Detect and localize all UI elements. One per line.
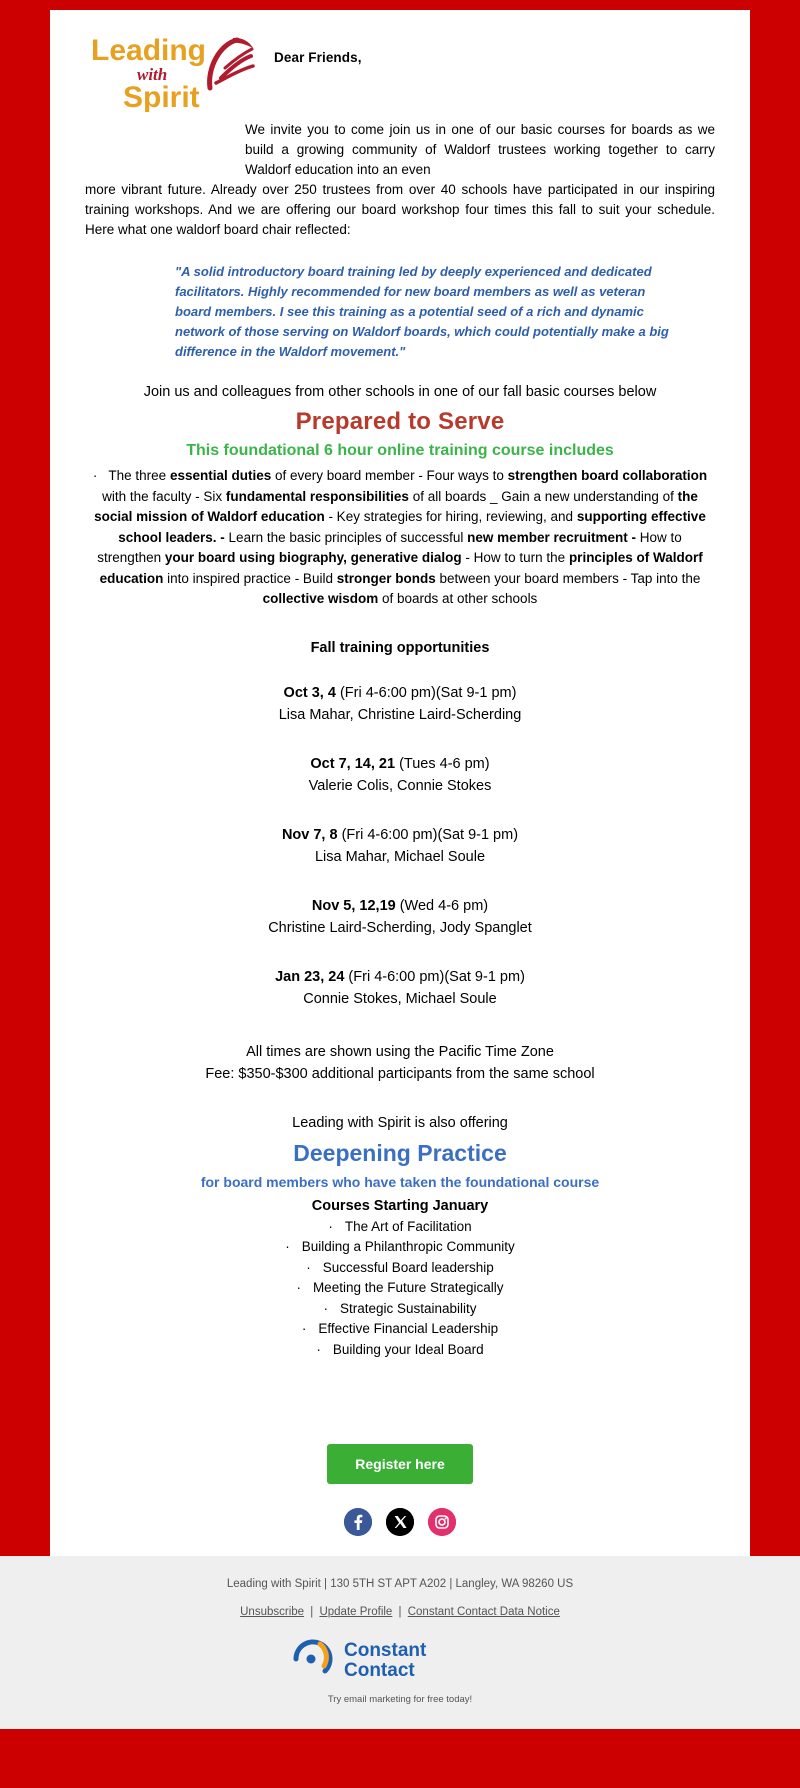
course-item xyxy=(50,1236,750,1257)
course-includes-paragraph xyxy=(50,460,750,610)
unsubscribe-link[interactable]: Unsubscribe xyxy=(240,1606,305,1618)
constant-contact-logo-graphic xyxy=(290,1636,510,1682)
deepening-course-list xyxy=(50,1214,750,1360)
course-label: Strategic Sustainability xyxy=(339,1300,477,1316)
intro-part-2: more vibrant future. Already over 250 trustees from over 40 schools have participated in our inspiring training workshops. And we are offering our board workshop four times this fall to suit your schedule. Here what one waldorf board chair reflected: xyxy=(85,182,715,237)
deepening-practice-subtitle: for board members who have taken the foundational course xyxy=(200,1173,600,1190)
session-dates: Nov 7, 8 xyxy=(281,826,338,843)
includes-segment-16: into inspired practice - Build xyxy=(163,570,337,586)
includes-segment-4: with the faculty - Six xyxy=(102,488,226,504)
includes-segment-6: of all boards _ Gain a new understanding of xyxy=(408,488,678,504)
session-dates: Oct 7, 14, 21 xyxy=(310,755,396,772)
deepening-practice-title: Deepening Practice xyxy=(293,1139,507,1166)
includes-segment-10: Learn the basic principles of successful xyxy=(224,529,468,545)
x-twitter-icon[interactable] xyxy=(386,1508,414,1536)
session-facilitators: Lisa Mahar, Christine Laird-Scherding xyxy=(278,707,522,723)
email-footer xyxy=(0,1556,800,1729)
includes-segment-3: strengthen board collaboration xyxy=(507,468,708,483)
intro-part-1: We invite you to come join us in one of our basic courses for boards as we build a growing community of Waldorf trustees working together to carry Waldorf education into an even xyxy=(245,122,715,177)
constant-contact-logo[interactable] xyxy=(290,1636,510,1687)
course-label: Building your Ideal Board xyxy=(332,1341,484,1357)
session-4 xyxy=(50,869,750,940)
course-label: Effective Financial Leadership xyxy=(318,1321,499,1336)
session-times: (Fri 4-6:00 pm)(Sat 9-1 pm) xyxy=(335,684,517,701)
session-5 xyxy=(50,940,750,1011)
course-bullet-icon: · xyxy=(306,1259,311,1275)
course-label: Building a Philanthropic Community xyxy=(301,1239,515,1254)
course-item xyxy=(50,1318,750,1339)
courses-starting-january-heading: Courses Starting January xyxy=(311,1197,489,1214)
includes-segment-2: of every board member - Four ways to xyxy=(271,468,508,483)
course-item xyxy=(50,1277,750,1298)
session-date-line xyxy=(50,682,750,705)
constant-contact-tagline: Try email marketing for free today! xyxy=(327,1694,473,1705)
course-subtitle: This foundational 6 hour online training course includes xyxy=(186,442,614,459)
leading-with-spirit-logo xyxy=(85,28,260,112)
cc-text-line2: Contact xyxy=(344,1660,415,1681)
includes-segment-8: - Key strategies for hiring, reviewing, and xyxy=(324,509,577,524)
svg-text:Leading: Leading xyxy=(91,34,207,67)
course-label: Successful Board leadership xyxy=(322,1259,494,1275)
timezone-note: All times are shown using the Pacific Time Zone xyxy=(246,1043,554,1060)
footer-address: Leading with Spirit | 130 5TH ST APT A202 | Langley, WA 98260 US xyxy=(226,1578,574,1590)
includes-segment-19: collective wisdom xyxy=(262,591,379,606)
session-date-line xyxy=(50,966,750,989)
fee-note: Fee: $350-$300 additional participants from the same school xyxy=(205,1065,595,1082)
course-label: Meeting the Future Strategically xyxy=(312,1280,504,1295)
greeting-text: Dear Friends, xyxy=(274,50,362,65)
session-2 xyxy=(50,727,750,798)
course-bullet-icon: · xyxy=(328,1218,333,1234)
session-dates: Oct 3, 4 xyxy=(283,684,336,701)
social-links-row xyxy=(50,1484,750,1536)
course-bullet-icon: · xyxy=(296,1280,301,1295)
course-bullet-icon: · xyxy=(285,1239,290,1254)
course-item xyxy=(50,1298,750,1319)
fall-training-heading: Fall training opportunities xyxy=(310,639,490,656)
course-label: The Art of Facilitation xyxy=(344,1218,472,1234)
includes-segment-0: The three xyxy=(108,468,170,483)
session-times: (Fri 4-6:00 pm)(Sat 9-1 pm) xyxy=(344,968,525,985)
includes-segment-20: of boards at other schools xyxy=(378,591,538,606)
footer-separator-2: | xyxy=(398,1606,402,1618)
course-item xyxy=(50,1257,750,1278)
session-1 xyxy=(50,656,750,727)
bullet-marker-icon: · xyxy=(92,468,98,483)
includes-segment-11: new member recruitment - xyxy=(467,529,636,545)
session-times: (Wed 4-6 pm) xyxy=(395,897,489,914)
session-times: (Tues 4-6 pm) xyxy=(395,755,490,772)
schedule-notes xyxy=(50,1011,750,1085)
footer-links xyxy=(0,1606,800,1636)
course-bullet-icon: · xyxy=(316,1341,321,1357)
session-dates: Nov 5, 12,19 xyxy=(311,897,396,914)
cc-text-line1: Constant xyxy=(344,1640,427,1661)
session-3 xyxy=(50,798,750,869)
session-facilitators: Lisa Mahar, Michael Soule xyxy=(314,849,486,865)
testimonial-quote: "A solid introductory board training led by deeply experienced and dedicated facilitators. Highly recommended for new board members as well as veteran board members. I see this training as a potential seed of a rich and dynamic network of those serving on Waldorf boards, which could potentially make a big difference in the Waldorf movement." xyxy=(175,264,669,359)
instagram-icon[interactable] xyxy=(428,1508,456,1536)
facebook-glyph xyxy=(344,1508,372,1536)
svg-text:with: with xyxy=(137,65,168,84)
email-header xyxy=(50,10,750,112)
includes-segment-13: your board using biography, generative dialog xyxy=(164,550,462,565)
session-date-line xyxy=(50,895,750,918)
includes-segment-14: - How to turn the xyxy=(461,550,569,565)
session-times: (Fri 4-6:00 pm)(Sat 9-1 pm) xyxy=(337,826,519,843)
includes-segment-7: the social mission of Waldorf education xyxy=(94,488,698,524)
course-title-prepared-to-serve: Prepared to Serve xyxy=(295,408,505,435)
includes-segment-17: stronger bonds xyxy=(336,570,436,586)
course-bullet-icon: · xyxy=(323,1300,328,1316)
instagram-glyph xyxy=(428,1508,456,1536)
session-facilitators: Connie Stokes, Michael Soule xyxy=(303,991,497,1007)
session-dates: Jan 23, 24 xyxy=(275,968,345,985)
x-twitter-glyph xyxy=(386,1508,414,1536)
intro-paragraph xyxy=(50,120,750,240)
session-facilitators: Valerie Colis, Connie Stokes xyxy=(308,778,492,794)
register-here-button[interactable]: Register here xyxy=(327,1444,472,1484)
includes-segment-15: principles of Waldorf education xyxy=(99,550,703,586)
includes-segment-18: between your board members - Tap into the xyxy=(435,570,701,586)
session-facilitators: Christine Laird-Scherding, Jody Spanglet xyxy=(268,920,532,936)
cta-section xyxy=(50,1359,750,1484)
includes-segment-12: How to strengthen xyxy=(97,529,682,565)
email-card xyxy=(50,10,750,1556)
course-item xyxy=(50,1339,750,1360)
includes-segment-1: essential duties xyxy=(169,468,272,483)
includes-segment-5: fundamental responsibilities xyxy=(225,488,409,504)
data-notice-link[interactable]: Constant Contact Data Notice xyxy=(407,1606,560,1618)
join-invitation-line: Join us and colleagues from other schools in one of our fall basic courses below xyxy=(143,384,657,400)
facebook-icon[interactable] xyxy=(344,1508,372,1536)
course-includes-text xyxy=(94,468,707,606)
logo-graphic xyxy=(85,28,260,112)
session-list xyxy=(50,656,750,1011)
includes-segment-9: supporting effective school leaders. - xyxy=(118,509,706,545)
course-bullet-icon: · xyxy=(301,1321,307,1336)
update-profile-link[interactable]: Update Profile xyxy=(319,1606,393,1618)
svg-text:Spirit: Spirit xyxy=(123,81,200,112)
session-date-line xyxy=(50,824,750,847)
session-date-line xyxy=(50,753,750,776)
deepening-lead-in: Leading with Spirit is also offering xyxy=(292,1114,508,1131)
footer-separator-1: | xyxy=(310,1606,314,1618)
course-item xyxy=(50,1216,750,1237)
